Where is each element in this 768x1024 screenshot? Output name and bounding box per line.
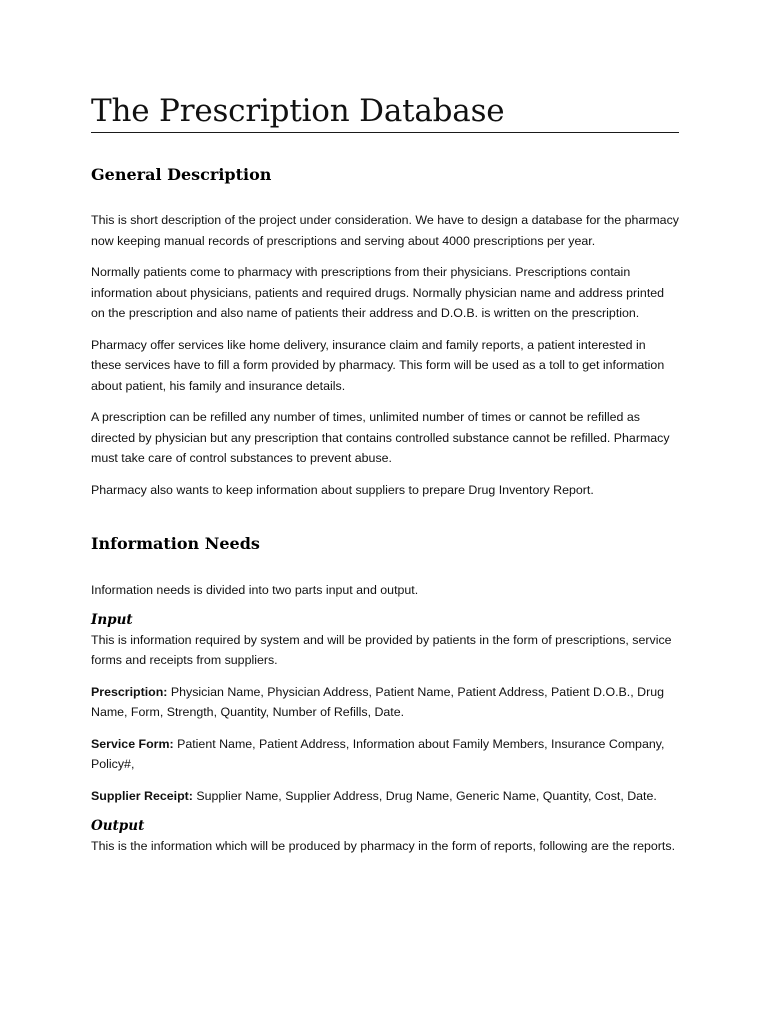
information-needs-intro: Information needs is divided into two parts input and output. xyxy=(91,583,419,597)
section-general-description xyxy=(91,165,679,500)
subheading-output: Output xyxy=(91,818,145,834)
general-paragraph-5: Pharmacy also wants to keep information about suppliers to prepare Drug Inventory Report. xyxy=(91,482,594,497)
input-item-label: Service Form: xyxy=(91,736,174,751)
input-item-prescription xyxy=(91,682,679,723)
section-information-needs xyxy=(91,534,679,857)
input-item-text: Supplier Name, Supplier Address, Drug Name, Generic Name, Quantity, Cost, Date. xyxy=(192,788,657,803)
input-description: This is information required by system and will be provided by patients in the form of prescriptions, service forms and receipts from suppliers. xyxy=(91,632,672,667)
output-description: This is the information which will be produced by pharmacy in the form of reports, following are the reports. xyxy=(91,839,676,853)
input-item-text: Physician Name, Physician Address, Patient Name, Patient Address, Patient D.O.B., Drug Name, Form, Strength, Quantity, Number of Refills, Date. xyxy=(91,684,664,719)
general-paragraph-4: A prescription can be refilled any number of times, unlimited number of times or cannot be refilled as directed by physician but any prescription that contains controlled substance cannot be refilled. Pharmacy must take care of control substances to prevent abuse. xyxy=(91,410,670,465)
input-item-label: Supplier Receipt: xyxy=(91,788,193,803)
general-paragraph-2: Normally patients come to pharmacy with prescriptions from their physicians. Prescriptions contain information about physicians, patients and required drugs. Normally physician name and address printed on the prescription and also name of patients their address and D.O.B. is written on the prescription. xyxy=(91,265,665,320)
general-paragraph-3: Pharmacy offer services like home delivery, insurance claim and family reports, a patient interested in these services have to fill a form provided by pharmacy. This form will be used as a toll to get information about patient, his family and insurance details. xyxy=(91,337,665,393)
section-heading-general-description: General Description xyxy=(91,165,272,184)
general-paragraph-1: This is short description of the project under consideration. We have to design a database for the pharmacy now keeping manual records of prescriptions and serving about 4000 prescriptions per year. xyxy=(91,213,679,248)
input-item-label: Prescription: xyxy=(91,684,168,699)
document-page xyxy=(91,92,679,857)
section-heading-information-needs: Information Needs xyxy=(91,534,260,553)
input-item-supplier-receipt xyxy=(91,786,679,807)
input-item-service-form xyxy=(91,734,679,775)
document-title: The Prescription Database xyxy=(91,92,679,133)
input-item-text: Patient Name, Patient Address, Information about Family Members, Insurance Company, Policy#, xyxy=(91,736,665,771)
subheading-input: Input xyxy=(91,611,133,628)
